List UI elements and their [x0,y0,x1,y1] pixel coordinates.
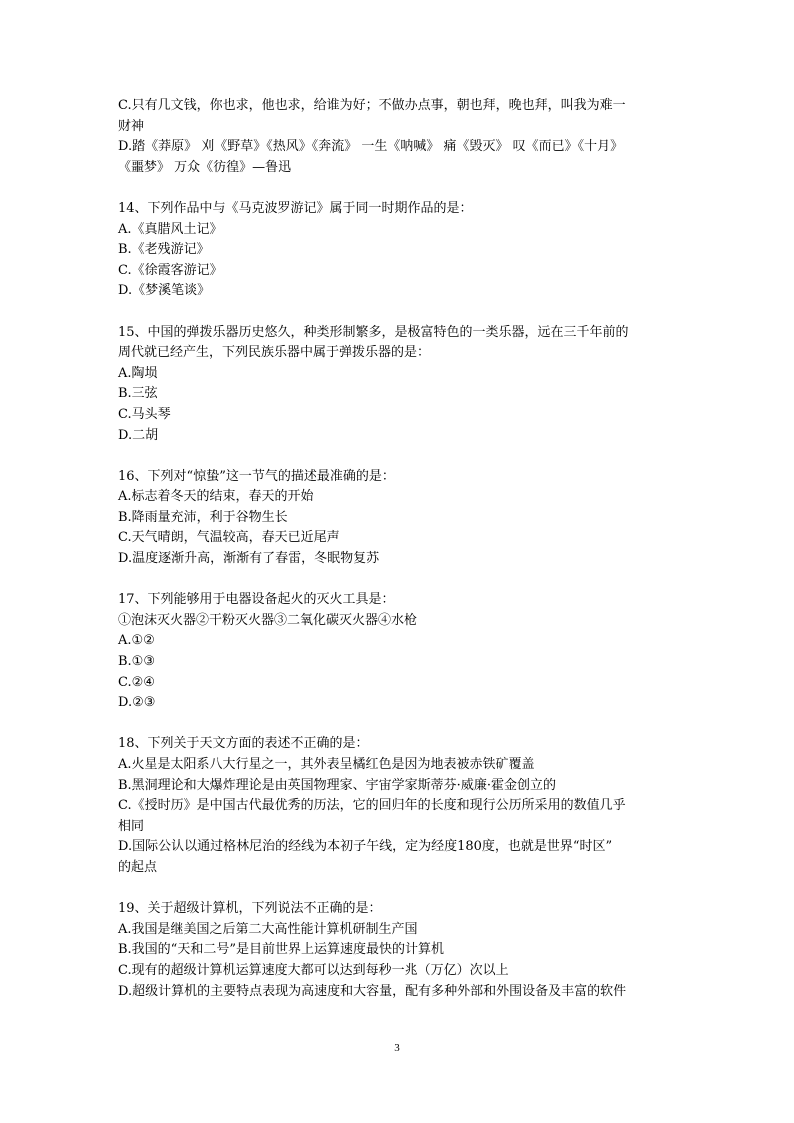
answer-option-line: A.火星是太阳系八大行星之一，其外表呈橘红色是因为地表被赤铁矿覆盖 [118,757,535,772]
page-content [118,96,678,1002]
question-stem-line: ①泡沫灭火器②干粉灭火器③二氧化碳灭火器④水枪 [118,612,418,628]
answer-option-line: D.二胡 [118,427,159,443]
question-spacer [118,714,678,735]
answer-option-line: C.②④ [118,674,155,690]
answer-option-line: A.标志着冬天的结束，春天的开始 [118,489,314,505]
question-block [118,734,678,878]
question-spacer [118,302,678,323]
answer-option-line: D.温度逐渐升高，渐渐有了春雷，冬眠物复苏 [118,551,380,567]
answer-option-line: A.《真腊风土记》 [118,221,223,237]
question-stem-line: 16、下列对“惊蛰”这一节气的描述最准确的是： [118,468,395,484]
answer-option-line: A.①② [118,633,155,649]
q13-option-c-line-2: 财神 [118,118,145,134]
question-stem-line: 周代就已经产生，下列民族乐器中属于弹拨乐器的是： [118,345,431,361]
question-spacer [118,446,678,467]
answer-option-line: D.国际公认以通过格林尼治的经线为本初子午线，定为经度180度，也就是世界“时区” [118,839,613,855]
answer-option-line: C.《授时历》是中国古代最优秀的历法，它的回归年的长度和现行公历所采用的数值几乎 [118,798,626,814]
q13-option-c-line-1: C.只有几文钱，你也求，他也求，给谁为好；不做办点事，朝也拜，晚也拜，叫我为难一 [118,98,626,113]
question-stem-line: 17、下列能够用于电器设备起火的灭火工具是： [118,592,395,608]
answer-option-line: B.黑洞理论和大爆炸理论是由英国物理家、宇宙学家斯蒂芬·威廉·霍金创立的 [118,777,556,793]
question-block [118,199,678,302]
question-stem-line: 18、下列关于天文方面的表述不正确的是： [118,736,369,752]
question-block [118,323,678,447]
question-stem-line: 15、中国的弹拨乐器历史悠久，种类形制繁多，是极富特色的一类乐器，远在三千年前的 [118,324,629,340]
q13-option-d-line-1: D.踏《莽原》 刈《野草》《热风》《奔流》 一生《呐喊》 痛《毁灭》 叹《而已》《十月》 [118,139,624,155]
question-block [118,899,678,1002]
answer-option-line: A.陶埙 [118,365,158,381]
question-list [118,178,678,1002]
q13-option-d-line-2: 《噩梦》 万众《彷徨》—鲁迅 [118,159,292,175]
answer-option-line: C.马头琴 [118,406,171,422]
question-stem-line: 19、关于超级计算机，下列说法不正确的是： [118,901,382,917]
answer-option-line: B.降雨量充沛，利于谷物生长 [118,509,288,525]
answer-option-line: B.三弦 [118,386,158,402]
answer-option-line: B.①③ [118,654,155,670]
answer-option-line: D.②③ [118,695,156,711]
answer-option-line: C.现有的超级计算机运算速度大都可以达到每秒一兆（万亿）次以上 [118,962,509,978]
answer-option-line: D.超级计算机的主要特点表现为高速度和大容量，配有多种外部和外围设备及丰富的软件 [118,983,627,999]
question-spacer [118,879,678,900]
answer-option-line: B.《老残游记》 [118,242,210,258]
answer-option-line: C.天气晴朗，气温较高，春天已近尾声 [118,530,340,546]
question-block [118,590,678,714]
answer-option-line: B.我国的“天和二号”是目前世界上运算速度最快的计算机 [118,942,444,958]
answer-option-line: C.《徐霞客游记》 [118,262,223,278]
question-spacer [118,178,678,199]
answer-option-line: 相同 [118,818,145,834]
question-stem-line: 14、下列作品中与《马克波罗游记》属于同一时期作品的是： [118,200,473,216]
answer-option-line: 的起点 [118,859,158,875]
page-number: 3 [394,1042,400,1054]
answer-option-line: D.《梦溪笔谈》 [118,283,211,299]
question-spacer [118,570,678,591]
question-block [118,467,678,570]
answer-option-line: A.我国是继美国之后第二大高性能计算机研制生产国 [118,921,418,937]
